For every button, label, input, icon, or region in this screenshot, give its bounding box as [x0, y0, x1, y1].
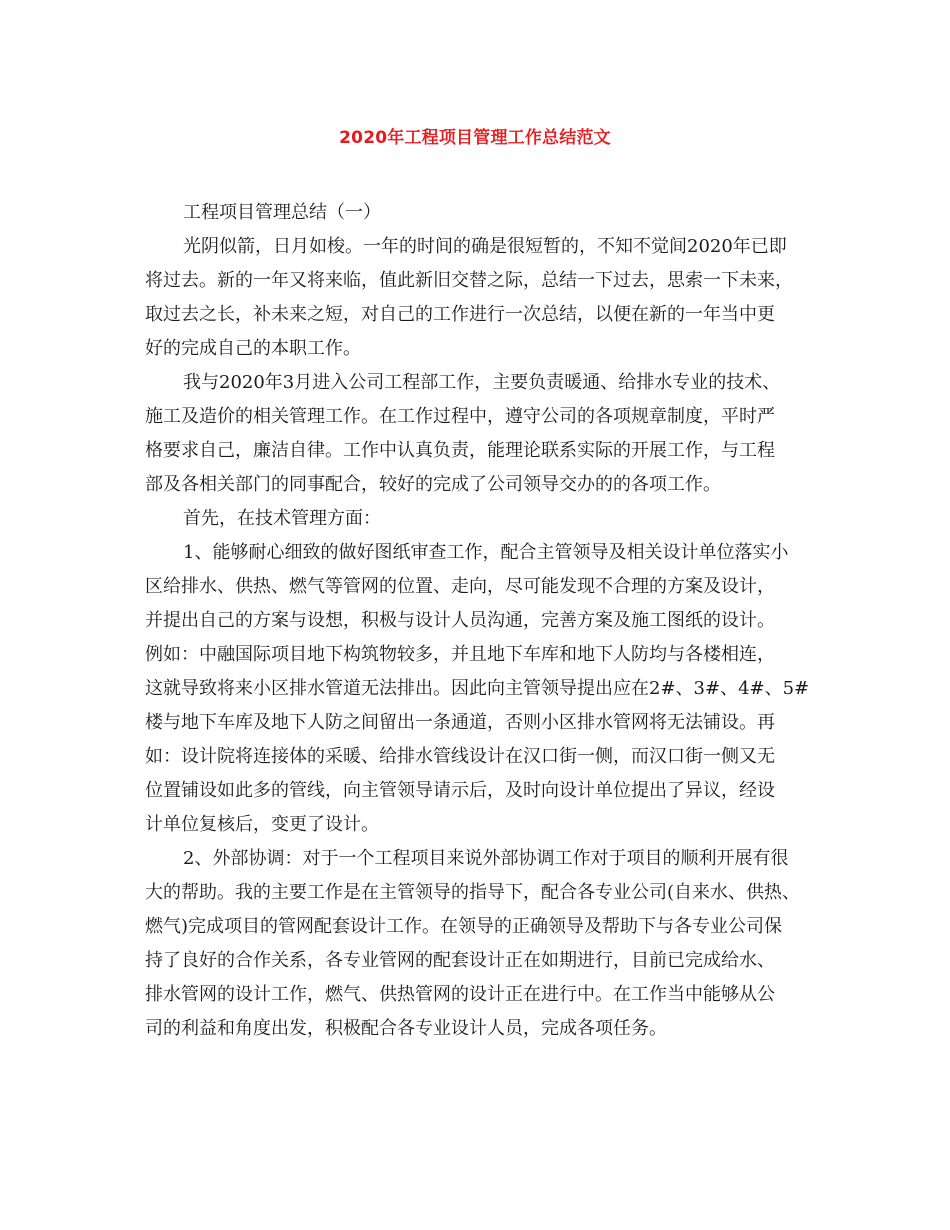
body-line: 并提出自己的方案与设想，积极与设计人员沟通，完善方案及施工图纸的设计。 [145, 610, 775, 631]
body-line: 位置铺设如此多的管线，向主管领导请示后，及时向设计单位提出了异议，经设 [145, 780, 775, 801]
body-line: 如：设计院将连接体的采暖、给排水管线设计在汉口街一侧，而汉口街一侧又无 [145, 746, 775, 767]
body-line: 司的利益和角度出发，积极配合各专业设计人员，完成各项任务。 [145, 1018, 667, 1039]
body-line: 2、外部协调：对于一个工程项目来说外部协调工作对于项目的顺利开展有很 [183, 848, 789, 869]
body-line: 光阴似箭，日月如梭。一年的时间的确是很短暂的，不知不觉间2020年已即 [183, 236, 787, 257]
body-line: 排水管网的设计工作，燃气、供热管网的设计正在进行中。在工作当中能够从公 [145, 984, 775, 1005]
body-line: 我与2020年3月进入公司工程部工作，主要负责暖通、给排水专业的技术、 [183, 372, 781, 393]
body-line: 楼与地下车库及地下人防之间留出一条通道，否则小区排水管网将无法铺设。再 [145, 712, 775, 733]
body-line: 工程项目管理总结（一） [183, 202, 381, 223]
body-line: 例如：中融国际项目地下构筑物较多，并且地下车库和地下人防均与各楼相连， [145, 644, 775, 665]
body-line: 大的帮助。我的主要工作是在主管领导的指导下，配合各专业公司(自来水、供热、 [145, 882, 801, 903]
body-line: 持了良好的合作关系，各专业管网的配套设计正在如期进行，目前已完成给水、 [145, 950, 775, 971]
body-line: 首先，在技术管理方面： [183, 508, 381, 529]
body-line: 计单位复核后，变更了设计。 [145, 814, 379, 835]
body-line: 1、能够耐心细致的做好图纸审查工作，配合主管领导及相关设计单位落实小 [183, 542, 789, 563]
body-line: 取过去之长，补未来之短，对自己的工作进行一次总结，以便在新的一年当中更 [145, 304, 775, 325]
body-line: 区给排水、供热、燃气等管网的位置、走向，尽可能发现不合理的方案及设计， [145, 576, 775, 597]
body-line: 格要求自己，廉洁自律。工作中认真负责，能理论联系实际的开展工作，与工程 [145, 440, 775, 461]
body-line: 施工及造价的相关管理工作。在工作过程中，遵守公司的各项规章制度，平时严 [145, 406, 775, 427]
body-line: 部及各相关部门的同事配合，较好的完成了公司领导交办的的各项工作。 [145, 474, 721, 495]
document-title: 2020年工程项目管理工作总结范文 [339, 128, 611, 148]
document-body [145, 196, 811, 1046]
body-line: 好的完成自己的本职工作。 [145, 338, 361, 359]
body-line: 这就导致将来小区排水管道无法排出。因此向主管领导提出应在2#、3#、4#、5# [145, 678, 810, 699]
body-line: 燃气)完成项目的管网配套设计工作。在领导的正确领导及帮助下与各专业公司保 [145, 916, 783, 937]
body-line: 将过去。新的一年又将来临，值此新旧交替之际，总结一下过去，思索一下未来， [145, 270, 793, 291]
